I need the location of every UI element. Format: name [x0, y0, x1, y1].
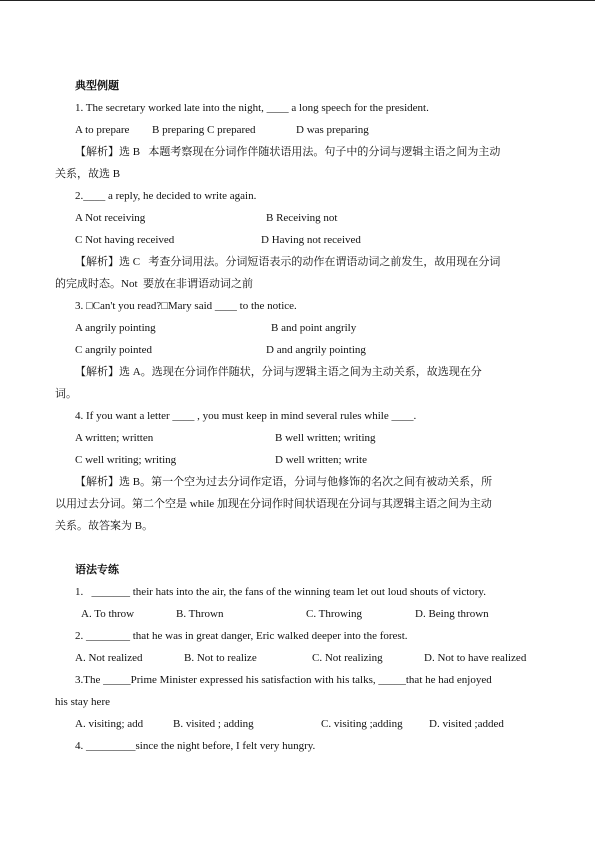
example-q3-option-d: D and angrily pointing [266, 344, 366, 356]
example-q1-option-d: D was preparing [296, 124, 369, 136]
example-question-3: 3. □Can't you read?□Mary said ____ to the notice. [75, 300, 297, 312]
example-q2-option-d: D Having not received [261, 234, 361, 246]
example-answer-1-line-1: 【解析】选 B 本题考察现在分词作伴随状语用法。句子中的分词与逻辑主语之间为主动 [75, 146, 501, 158]
drill-q1-option-a: A. To throw [81, 608, 135, 620]
section-title-examples: 典型例题 [75, 79, 119, 92]
drill-q2-option-c: C. Not realizing [312, 652, 383, 664]
example-q4-option-d: D well written; write [275, 454, 367, 466]
drill-q2-option-a: A. Not realized [75, 652, 143, 664]
example-q2-option-a: A Not receiving [75, 212, 146, 224]
example-q4-option-b: B well written; writing [275, 432, 376, 444]
drill-question-3-line-1: 3.The _____Prime Minister expressed his satisfaction with his talks, _____that he had enjoyed [75, 674, 492, 686]
example-answer-4-line-3: 关系。故答案为 B。 [55, 520, 154, 532]
drill-q3-option-b: B. visited ; adding [173, 718, 254, 730]
example-q4-option-a: A written; written [75, 432, 154, 444]
drill-q1-option-d: D. Being thrown [415, 608, 489, 620]
drill-question-3-line-2: his stay here [55, 696, 110, 708]
top-border-line [0, 0, 595, 1]
example-q2-option-c: C Not having received [75, 234, 175, 246]
drill-q1-option-c: C. Throwing [306, 608, 363, 620]
example-answer-3-line-2: 词。 [55, 388, 77, 400]
example-q3-option-c: C angrily pointed [75, 344, 152, 356]
example-q2-option-b: B Receiving not [266, 212, 338, 224]
example-answer-1-line-2: 关系，故选 B [55, 168, 121, 180]
example-answer-4-line-2: 以用过去分词。第二个空是 while 加现在分词作时间状语现在分词与其逻辑主语之间为主动 [55, 498, 492, 510]
example-q4-option-c: C well writing; writing [75, 454, 177, 466]
example-q1-option-a: A to prepare [75, 124, 130, 136]
drill-q2-option-b: B. Not to realize [184, 652, 257, 664]
example-answer-2-line-2: 的完成时态。Not 要放在非谓语动词之前 [55, 278, 253, 290]
example-q3-option-a: A angrily pointing [75, 322, 156, 334]
drill-question-2: 2. ________ that he was in great danger, Eric walked deeper into the forest. [75, 630, 408, 642]
drill-question-4: 4. _________since the night before, I felt very hungry. [75, 740, 316, 752]
example-question-2: 2.____ a reply, he decided to write again. [75, 190, 257, 202]
example-answer-4-line-1: 【解析】选 B。第一个空为过去分词作定语，分词与他修饰的名次之间有被动关系，所 [75, 476, 493, 488]
example-question-4: 4. If you want a letter ____ , you must keep in mind several rules while ____. [75, 410, 417, 422]
drill-q1-option-b: B. Thrown [176, 608, 224, 620]
example-q1-option-bc: B preparing C prepared [152, 124, 256, 136]
drill-q3-option-d: D. visited ;added [429, 718, 504, 730]
drill-question-1: 1. _______ their hats into the air, the fans of the winning team let out loud shouts of victory. [75, 586, 486, 598]
drill-q2-option-d: D. Not to have realized [424, 652, 527, 664]
example-q3-option-b: B and point angrily [271, 322, 357, 334]
example-answer-3-line-1: 【解析】选 A。选现在分词作伴随状，分词与逻辑主语之间为主动关系，故选现在分 [75, 366, 482, 378]
drill-q3-option-c: C. visiting ;adding [321, 718, 403, 730]
section-title-drills: 语法专练 [75, 563, 119, 576]
example-answer-2-line-1: 【解析】选 C 考查分词用法。分词短语表示的动作在谓语动词之前发生，故用现在分词 [75, 256, 501, 268]
drill-q3-option-a: A. visiting; add [75, 718, 144, 730]
example-question-1: 1. The secretary worked late into the night, ____ a long speech for the president. [75, 102, 429, 114]
